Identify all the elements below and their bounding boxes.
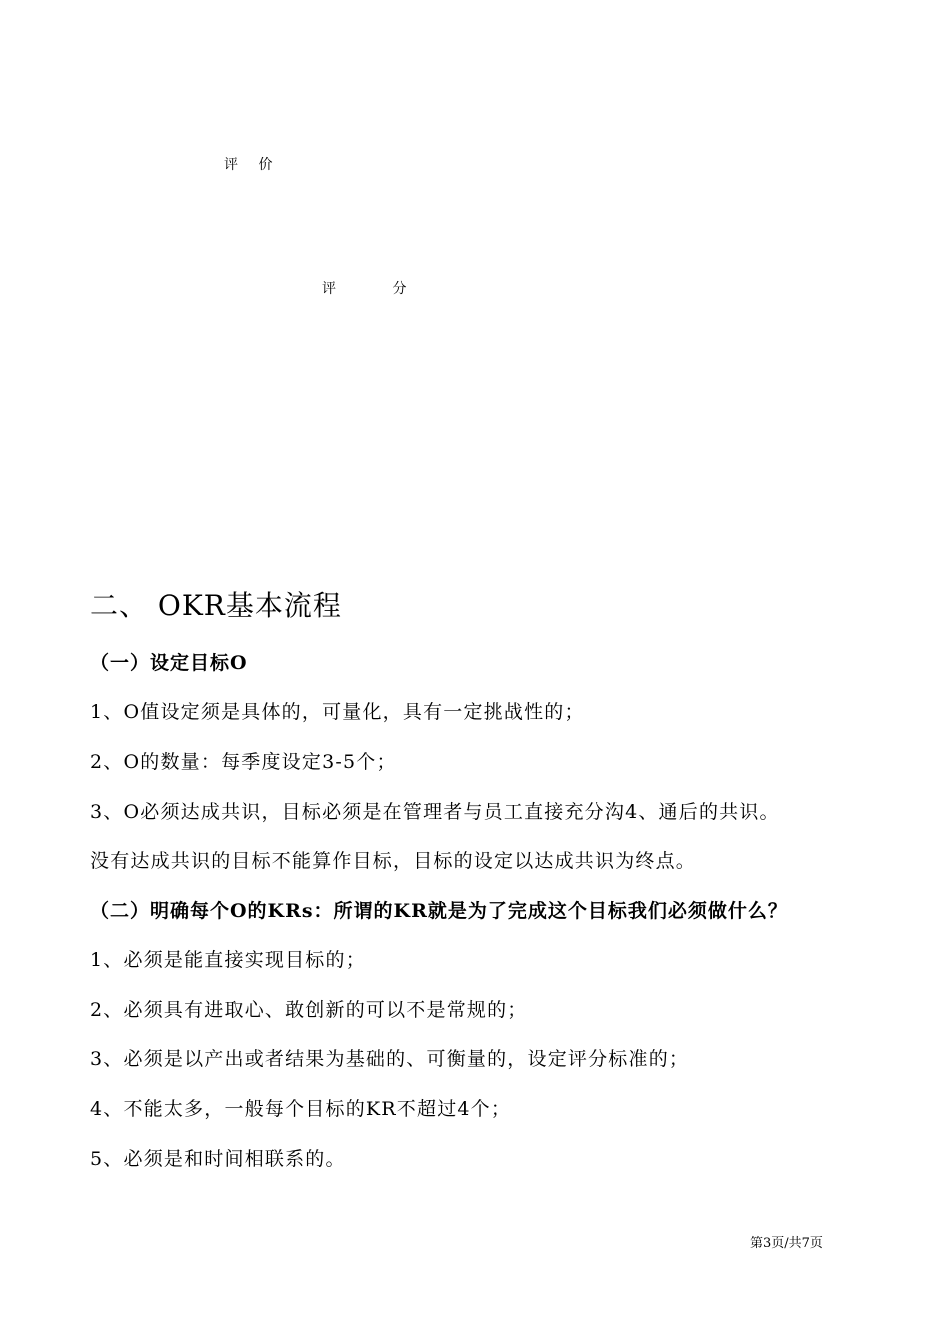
part2-item: 2、必须具有进取心、敢创新的可以不是常规的； [90,999,528,1021]
part2-item: 4、不能太多，一般每个目标的KR不超过4个； [90,1098,512,1120]
part1-item: 1、O值设定须是具体的，可量化，具有一定挑战性的； [90,701,585,723]
score-label: 评 分 [322,281,433,297]
page-footer: 第3页/共7页 [750,1236,823,1251]
evaluation-label: 评 价 [224,157,281,173]
part2-item: 3、必须是以产出或者结果为基础的、可衡量的，设定评分标准的； [90,1048,690,1070]
part1-title: （一）设定目标O [90,652,248,674]
part1-item: 2、O的数量：每季度设定3-5个； [90,751,397,773]
part1-item: 3、O必须达成共识，目标必须是在管理者与员工直接充分沟4、通后的共识。 [90,801,780,823]
part1-item: 没有达成共识的目标不能算作目标，目标的设定以达成共识为终点。 [90,850,697,872]
part2-title: （二）明确每个O的KRs：所谓的KR就是为了完成这个目标我们必须做什么？ [90,900,788,922]
section-heading: 二、 OKR基本流程 [90,589,342,622]
part2-item: 5、必须是和时间相联系的。 [90,1148,346,1170]
part2-item: 1、必须是能直接实现目标的； [90,949,366,971]
